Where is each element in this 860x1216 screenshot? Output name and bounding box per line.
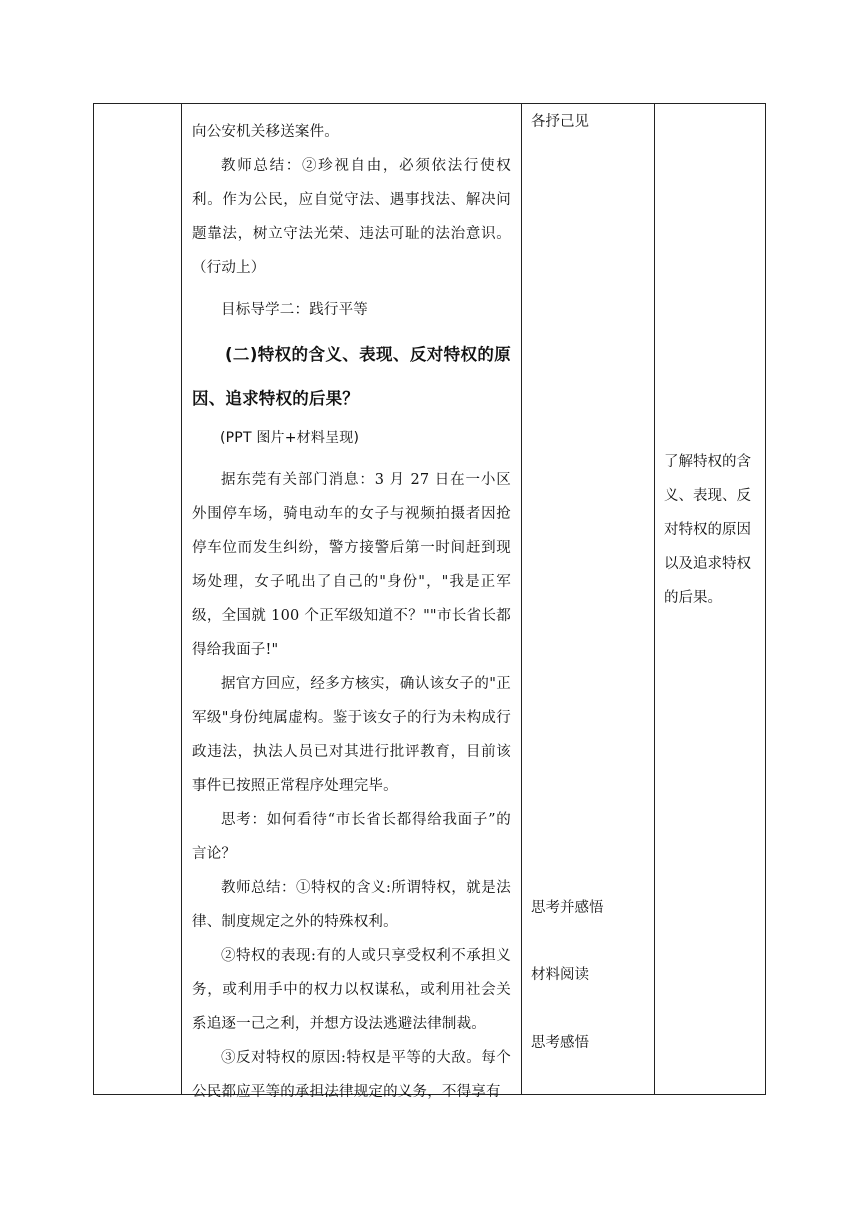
goal-guide-two-heading: 目标导学二：践行平等 [221,302,368,318]
design-intent-text: 了解特权的含义、表现、反对特权的原因以及追求特权的后果。 [664,454,751,606]
student-activity-reflect: 思考并感悟 [531,900,604,916]
thinking-question: 思考：如何看待“市长省长都得给我面子”的言论？ [192,812,511,862]
teaching-process-cell [182,103,521,1100]
student-activity-cell [521,103,654,1095]
student-activity-discuss: 各抒己见 [531,114,589,130]
student-activity-read: 材料阅读 [531,967,589,983]
dongguan-case-paragraph: 据东莞有关部门消息：3 月 27 日在一小区外围停车场，骑电动车的女子与视频拍摄者因抢停车位而发生纠纷，警方接警后第一时间赶到现场处理，女子吼出了自己的"身份"，"我是正军级，全国就 100 个正军级知道不？""市长省长都得给我面子!" [192,472,511,658]
oppose-privilege-reason: ③反对特权的原因:特权是平等的大敌。每个公民都应平等的承担法律规定的义务，不得享有 [192,1050,511,1100]
privilege-question-heading: (二)特权的含义、表现、反对特权的原因、追求特权的后果？ [192,345,511,408]
student-activity-think: 思考感悟 [531,1035,589,1051]
case-transfer-text: 向公安机关移送案件。 [192,124,339,140]
design-intent-cell [654,103,766,1095]
privilege-manifestation: ②特权的表现:有的人或只享受权利不承担义务，或利用手中的权力以权谋私，或利用社会关系追逐一己之利，并想方设法逃避法律制裁。 [192,948,511,1032]
table-border-left [93,103,94,1095]
lesson-plan-table [93,103,766,1100]
teacher-summary-definition: 教师总结：①特权的含义:所谓特权，就是法律、制度规定之外的特殊权利。 [192,880,511,930]
official-response-paragraph: 据官方回应，经多方核实，确认该女子的"正军级"身份纯属虚构。鉴于该女子的行为未构成行政违法，执法人员已对其进行批评教育，目前该事件已按照正常程序处理完毕。 [192,676,511,794]
ppt-material-note: (PPT 图片+材料呈现) [220,430,360,446]
teacher-summary-freedom: 教师总结：②珍视自由，必须依法行使权利。作为公民，应自觉守法、遇事找法、解决问题靠法，树立守法光荣、违法可耻的法治意识。（行动上） [192,158,511,276]
